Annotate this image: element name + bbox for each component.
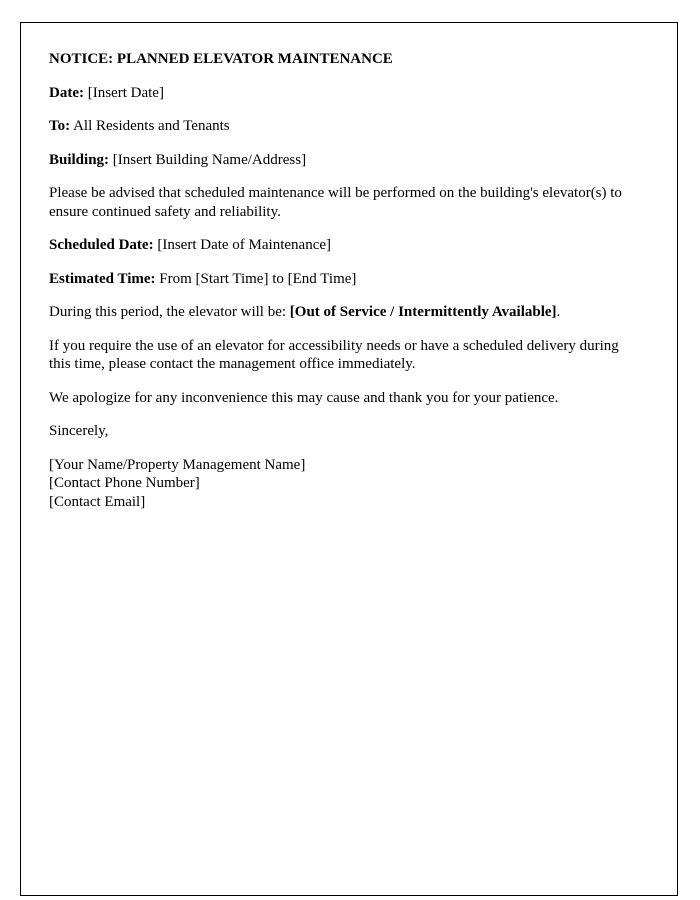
notice-content — [21, 23, 677, 511]
signature-phone: [Contact Phone Number] — [49, 475, 200, 491]
signature-block — [49, 456, 637, 512]
intro-paragraph: Please be advised that scheduled maintenance will be performed on the building's elevator(s) to ensure continued safety and reliability. — [49, 185, 622, 220]
signature-name: [Your Name/Property Management Name] — [49, 456, 306, 473]
estimated-time-label: Estimated Time: — [49, 270, 156, 287]
estimated-time-value: From [Start Time] to [End Time] — [159, 270, 357, 287]
building-label: Building: — [49, 151, 110, 168]
accessibility-paragraph: If you require the use of an elevator for accessibility needs or have a scheduled delivery during this time, please contact the management office immediately. — [49, 337, 619, 372]
scheduled-date-line — [49, 236, 637, 255]
status-bold: [Out of Service / Intermittently Available] — [289, 304, 557, 320]
date-value: [Insert Date] — [87, 84, 164, 101]
status-suffix: . — [556, 304, 561, 320]
to-value: All Residents and Tenants — [73, 118, 230, 134]
notice-page — [20, 22, 678, 896]
building-value: [Insert Building Name/Address] — [112, 151, 307, 168]
status-line — [49, 303, 637, 322]
notice-title: NOTICE: PLANNED ELEVATOR MAINTENANCE — [49, 51, 393, 67]
scheduled-date-value: [Insert Date of Maintenance] — [157, 237, 332, 253]
date-label: Date: — [49, 84, 84, 101]
building-line — [49, 151, 637, 170]
closing-line: Sincerely, — [49, 423, 109, 439]
signature-email: [Contact Email] — [49, 493, 146, 510]
estimated-time-line — [49, 270, 637, 289]
apology-paragraph: We apologize for any inconvenience this may cause and thank you for your patience. — [49, 389, 559, 406]
to-label: To: — [49, 118, 71, 134]
scheduled-date-label: Scheduled Date: — [49, 237, 154, 253]
status-prefix: During this period, the elevator will be: — [49, 304, 290, 320]
to-line — [49, 117, 637, 136]
date-line — [49, 84, 637, 103]
